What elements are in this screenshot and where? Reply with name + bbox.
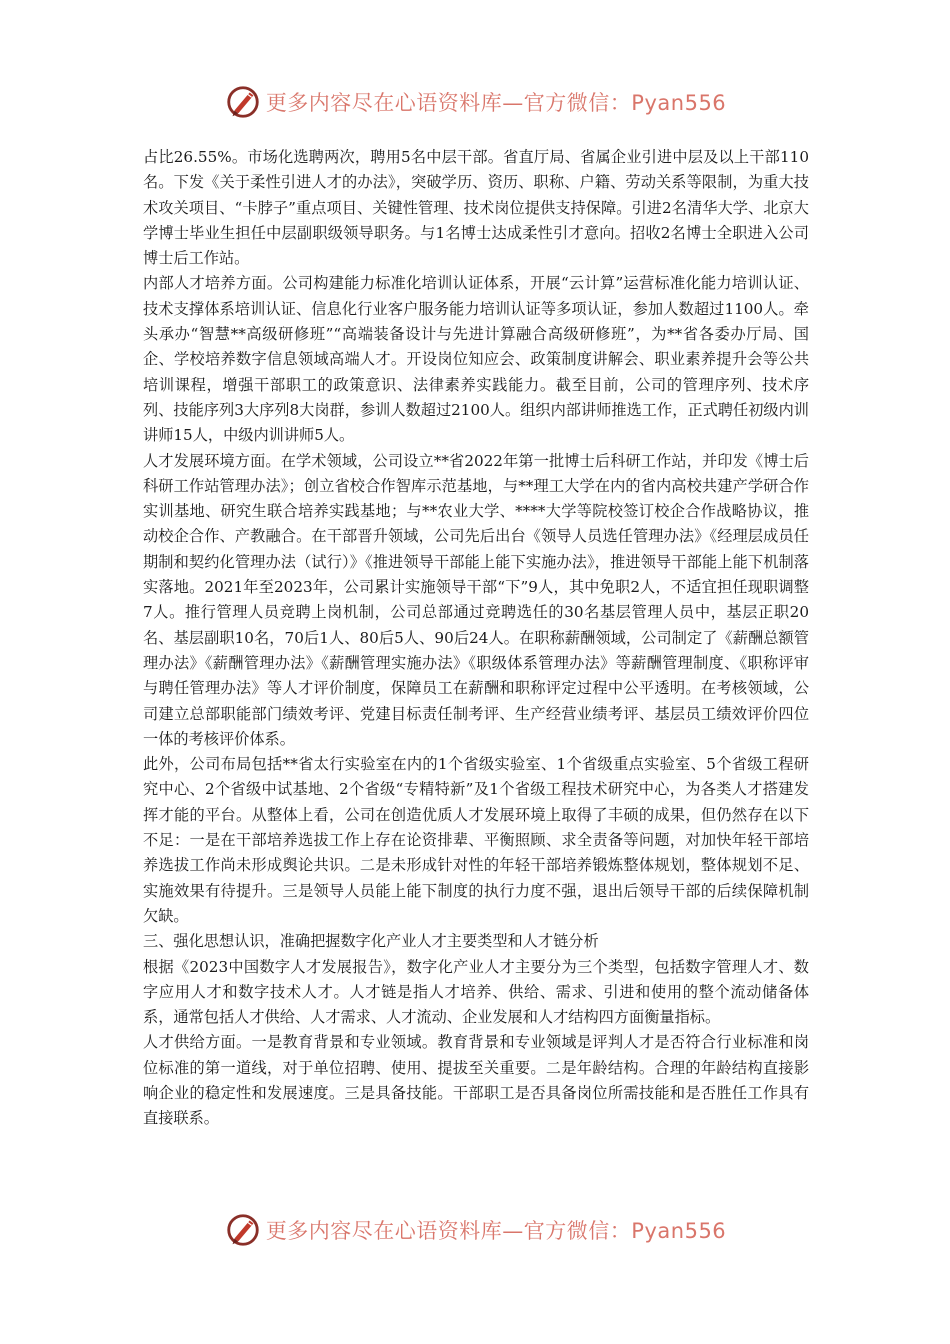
banner-text: 更多内容尽在心语资料库—官方微信：Pyan556: [265, 91, 727, 115]
paragraph: 内部人才培养方面。公司构建能力标准化培训认证体系，开展“云计算”运营标准化能力培训认证、技术支撑体系培训认证、信息化行业客户服务能力培训认证等多项认证，参加人数超过1100人。牵头承办“智慧**高级研修班”“高端装备设计与先进计算融合高级研修班”，为**省各委办厅局、国企、学校培养数字信息领域高端人才。开设岗位知应会、政策制度讲解会、职业素养提升会等公共培训课程，增强干部职工的政策意识、法律素养实践能力。截至目前，公司的管理序列、技术序列、技能序列3大序列8大岗群，参训人数超过2100人。组织内部讲师推选工作，正式聘任初级内训讲师15人，中级内训讲师5人。: [143, 274, 809, 445]
paragraph: 此外，公司布局包括**省太行实验室在内的1个省级实验室、1个省级重点实验室、5个省级工程研究中心、2个省级中试基地、2个省级“专精特新”及1个省级工程技术研究中心，为各类人才搭建发挥才能的平台。从整体上看，公司在创造优质人才发展环境上取得了丰硕的成果，但仍然存在以下不足：一是在干部培养选拔工作上存在论资排辈、平衡照顾、求全责备等问题，对加快年轻干部培养选拔工作尚未形成舆论共识。二是未形成针对性的年轻干部培养锻炼整体规划，整体规划不足、实施效果有待提升。三是领导人员能上能下制度的执行力度不强，退出后领导干部的后续保障机制欠缺。: [143, 755, 809, 925]
banner-text: 更多内容尽在心语资料库—官方微信：Pyan556: [265, 1219, 727, 1243]
paragraph: 人才发展环境方面。在学术领域，公司设立**省2022年第一批博士后科研工作站，并印发《博士后科研工作站管理办法》；创立省校合作智库示范基地，与**理工大学在内的省内高校共建产学研合作实训基地、研究生联合培养实践基地；与**农业大学、****大学等院校签订校企合作战略协议，推动校企合作、产教融合。在干部晋升领域，公司先后出台《领导人员选任管理办法》《经理层成员任期制和契约化管理办法（试行）》《推进领导干部能上能下实施办法》，推进领导干部能上能下机制落实落地。2021年至2023年，公司累计实施领导干部“下”9人，其中免职2人，不适宜担任现职调整7人。推行管理人员竞聘上岗机制，公司总部通过竞聘选任的30名基层管理人员中，基层正职20名、基层副职10名，70后1人、80后5人、90后24人。在职称薪酬领域，公司制定了《薪酬总额管理办法》《薪酬管理办法》《薪酬管理实施办法》《职级体系管理办法》等薪酬管理制度、《职称评审与聘任管理办法》等人才评价制度，保障员工在薪酬和职称评定过程中公平透明。在考核领域，公司建立总部职能部门绩效考评、党建目标责任制考评、生产经营业绩考评、基层员工绩效评价四位一体的考核评价体系。: [143, 451, 809, 748]
footer-banner: [0, 1208, 950, 1252]
paragraph: 占比26.55%。市场化选聘两次，聘用5名中层干部。省直厅局、省属企业引进中层及以上干部110名。下发《关于柔性引进人才的办法》，突破学历、资历、职称、户籍、劳动关系等限制，为重大技术攻关项目、“卡脖子”重点项目、关键性管理、技术岗位提供支持保障。引进2名清华大学、北京大学博士毕业生担任中层副职级领导职务。与1名博士达成柔性引才意向。招收2名博士全职进入公司博士后工作站。: [143, 148, 809, 268]
paragraph: 根据《2023中国数字人才发展报告》，数字化产业人才主要分为三个类型，包括数字管理人才、数字应用人才和数字技术人才。人才链是指人才培养、供给、需求、引进和使用的整个流动储备体系，通常包括人才供给、人才需求、人才流动、企业发展和人才结构四方面衡量指标。: [143, 957, 809, 1027]
section-heading: 三、强化思想认识，准确把握数字化产业人才主要类型和人才链分析: [143, 932, 599, 951]
header-banner: [0, 80, 950, 124]
pen-brush-icon: [224, 1211, 262, 1249]
paragraph: 人才供给方面。一是教育背景和专业领域。教育背景和专业领域是评判人才是否符合行业标准和岗位标准的第一道线，对于单位招聘、使用、提拔至关重要。二是年龄结构。合理的年龄结构直接影响企业的稳定性和发展速度。三是具备技能。干部职工是否具备岗位所需技能和是否胜任工作具有直接联系。: [143, 1033, 809, 1128]
document-body: [143, 145, 809, 1132]
pen-brush-icon: [224, 83, 262, 121]
